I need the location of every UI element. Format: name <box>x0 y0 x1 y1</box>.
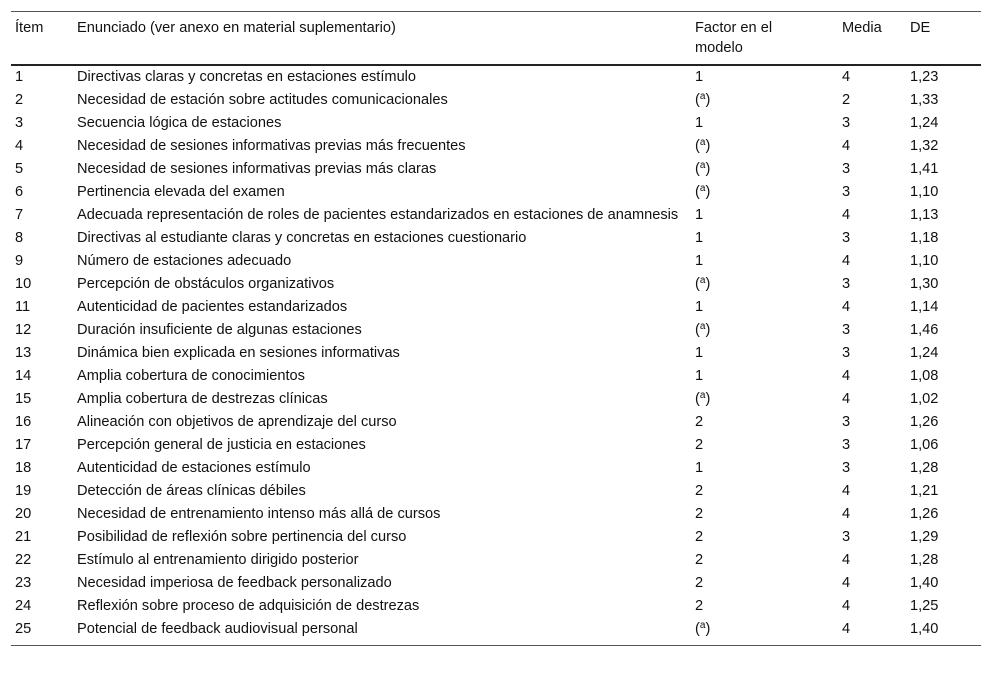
cell-statement: Duración insuficiente de algunas estaciones <box>77 322 362 338</box>
cell-statement: Necesidad de sesiones informativas previas más claras <box>77 161 437 177</box>
cell-factor: 1 <box>695 345 704 361</box>
cell-mean: 4 <box>842 253 851 269</box>
cell-sd: 1,25 <box>910 598 939 614</box>
table-row <box>11 572 981 595</box>
cell-item: 3 <box>15 115 24 131</box>
cell-item: 16 <box>15 414 32 430</box>
cell-sd: 1,28 <box>910 552 939 568</box>
cell-item: 22 <box>15 552 32 568</box>
table-row <box>11 65 981 89</box>
cell-mean: 4 <box>842 207 851 223</box>
cell-item: 6 <box>15 184 24 200</box>
table-row <box>11 250 981 273</box>
cell-factor: ($^a$) <box>695 183 711 200</box>
cell-factor: 2 <box>695 414 704 430</box>
cell-item: 24 <box>15 598 32 614</box>
cell-mean: 4 <box>842 368 851 384</box>
table-body <box>11 65 981 646</box>
table-header <box>11 12 981 66</box>
cell-statement: Necesidad de entrenamiento intenso más allá de cursos <box>77 506 441 522</box>
cell-sd: 1,33 <box>910 92 939 108</box>
cell-statement: Número de estaciones adecuado <box>77 253 292 269</box>
cell-sd: 1,29 <box>910 529 939 545</box>
cell-mean: 4 <box>842 575 851 591</box>
cell-item: 18 <box>15 460 32 476</box>
table-row <box>11 595 981 618</box>
cell-mean: 4 <box>842 138 851 154</box>
cell-mean: 3 <box>842 414 851 430</box>
cell-factor: ($^a$) <box>695 321 711 338</box>
cell-factor: ($^a$) <box>695 137 711 154</box>
cell-item: 11 <box>15 299 31 315</box>
cell-sd: 1,46 <box>910 322 939 338</box>
cell-item: 17 <box>15 437 32 453</box>
cell-factor: 2 <box>695 552 704 568</box>
cell-factor: 1 <box>695 69 704 85</box>
cell-item: 15 <box>15 391 32 407</box>
cell-sd: 1,10 <box>910 184 939 200</box>
cell-mean: 4 <box>842 483 851 499</box>
cell-factor: ($^a$) <box>695 91 711 108</box>
cell-mean: 4 <box>842 69 851 85</box>
cell-factor: 1 <box>695 230 704 246</box>
cell-item: 5 <box>15 161 24 177</box>
cell-statement: Potencial de feedback audiovisual personal <box>77 621 358 637</box>
cell-mean: 3 <box>842 230 851 246</box>
cell-item: 12 <box>15 322 32 338</box>
cell-statement: Amplia cobertura de destrezas clínicas <box>77 391 328 407</box>
table-row <box>11 434 981 457</box>
cell-statement: Amplia cobertura de conocimientos <box>77 368 305 384</box>
cell-factor: 2 <box>695 529 704 545</box>
cell-mean: 3 <box>842 529 851 545</box>
cell-statement: Secuencia lógica de estaciones <box>77 115 282 131</box>
table-row <box>11 181 981 204</box>
cell-item: 10 <box>15 276 32 292</box>
table-row <box>11 365 981 388</box>
cell-factor: ($^a$) <box>695 390 711 407</box>
cell-sd: 1,08 <box>910 368 939 384</box>
cell-statement: Adecuada representación de roles de pacientes estandarizados en estaciones de anamnesis <box>77 207 679 223</box>
table-row <box>11 158 981 181</box>
header-sd: DE <box>910 20 931 36</box>
cell-factor: 2 <box>695 506 704 522</box>
cell-sd: 1,14 <box>910 299 939 315</box>
cell-sd: 1,13 <box>910 207 939 223</box>
table-row <box>11 135 981 158</box>
cell-mean: 3 <box>842 322 851 338</box>
cell-mean: 2 <box>842 92 851 108</box>
cell-item: 19 <box>15 483 32 499</box>
cell-mean: 3 <box>842 184 851 200</box>
table-row <box>11 342 981 365</box>
items-table <box>11 11 981 646</box>
cell-mean: 4 <box>842 621 851 637</box>
cell-item: 4 <box>15 138 24 154</box>
cell-statement: Percepción general de justicia en estaciones <box>77 437 366 453</box>
cell-mean: 4 <box>842 299 851 315</box>
cell-mean: 4 <box>842 506 851 522</box>
cell-mean: 4 <box>842 598 851 614</box>
cell-mean: 3 <box>842 276 851 292</box>
cell-item: 21 <box>15 529 32 545</box>
cell-factor: 2 <box>695 575 704 591</box>
cell-sd: 1,30 <box>910 276 939 292</box>
cell-statement: Reflexión sobre proceso de adquisición de destrezas <box>77 598 420 614</box>
cell-sd: 1,24 <box>910 115 939 131</box>
cell-factor: 1 <box>695 253 704 269</box>
cell-sd: 1,32 <box>910 138 939 154</box>
cell-statement: Posibilidad de reflexión sobre pertinencia del curso <box>77 529 407 545</box>
table-row <box>11 618 981 646</box>
header-item: Ítem <box>15 20 44 36</box>
table-row <box>11 204 981 227</box>
cell-factor: ($^a$) <box>695 160 711 177</box>
table-row <box>11 526 981 549</box>
cell-item: 14 <box>15 368 32 384</box>
cell-statement: Percepción de obstáculos organizativos <box>77 276 335 292</box>
cell-sd: 1,23 <box>910 69 939 85</box>
cell-statement: Autenticidad de pacientes estandarizados <box>77 299 348 315</box>
table-row <box>11 89 981 112</box>
cell-mean: 3 <box>842 161 851 177</box>
table-row <box>11 227 981 250</box>
cell-mean: 4 <box>842 391 851 407</box>
table-row <box>11 296 981 319</box>
table-row <box>11 549 981 572</box>
cell-item: 13 <box>15 345 32 361</box>
cell-statement: Necesidad de sesiones informativas previas más frecuentes <box>77 138 466 154</box>
cell-sd: 1,21 <box>910 483 939 499</box>
data-table-container <box>11 11 981 646</box>
cell-sd: 1,26 <box>910 506 939 522</box>
cell-sd: 1,10 <box>910 253 939 269</box>
cell-factor: 1 <box>695 115 704 131</box>
cell-sd: 1,40 <box>910 621 939 637</box>
cell-factor: 2 <box>695 598 704 614</box>
cell-sd: 1,24 <box>910 345 939 361</box>
cell-mean: 4 <box>842 552 851 568</box>
cell-sd: 1,06 <box>910 437 939 453</box>
cell-statement: Pertinencia elevada del examen <box>77 184 285 200</box>
cell-statement: Detección de áreas clínicas débiles <box>77 483 306 499</box>
cell-sd: 1,18 <box>910 230 939 246</box>
cell-statement: Dinámica bien explicada en sesiones informativas <box>77 345 400 361</box>
table-row <box>11 388 981 411</box>
cell-factor: 2 <box>695 437 704 453</box>
header-row <box>11 12 981 66</box>
cell-sd: 1,26 <box>910 414 939 430</box>
cell-mean: 3 <box>842 460 851 476</box>
cell-statement: Necesidad imperiosa de feedback personalizado <box>77 575 392 591</box>
cell-item: 9 <box>15 253 24 269</box>
table-row <box>11 503 981 526</box>
cell-item: 25 <box>15 621 32 637</box>
cell-factor: 1 <box>695 460 704 476</box>
table-row <box>11 112 981 135</box>
cell-sd: 1,40 <box>910 575 939 591</box>
cell-item: 2 <box>15 92 24 108</box>
table-row <box>11 457 981 480</box>
cell-factor: 2 <box>695 483 704 499</box>
cell-factor: ($^a$) <box>695 620 711 637</box>
cell-item: 20 <box>15 506 32 522</box>
cell-sd: 1,28 <box>910 460 939 476</box>
cell-statement: Autenticidad de estaciones estímulo <box>77 460 311 476</box>
cell-item: 23 <box>15 575 32 591</box>
table-row <box>11 411 981 434</box>
table-row <box>11 480 981 503</box>
table-row <box>11 319 981 342</box>
cell-item: 7 <box>15 207 24 223</box>
cell-factor: 1 <box>695 207 704 223</box>
cell-statement: Directivas claras y concretas en estaciones estímulo <box>77 69 417 85</box>
cell-mean: 3 <box>842 437 851 453</box>
cell-item: 1 <box>15 69 24 85</box>
header-mean: Media <box>842 20 882 36</box>
cell-sd: 1,41 <box>910 161 939 177</box>
cell-factor: 1 <box>695 368 704 384</box>
cell-factor: 1 <box>695 299 704 315</box>
cell-statement: Directivas al estudiante claras y concretas en estaciones cuestionario <box>77 230 527 246</box>
header-factor: Factor en el modelo <box>695 20 773 56</box>
cell-item: 8 <box>15 230 24 246</box>
cell-mean: 3 <box>842 345 851 361</box>
table-row <box>11 273 981 296</box>
cell-statement: Necesidad de estación sobre actitudes comunicacionales <box>77 92 448 108</box>
cell-sd: 1,02 <box>910 391 939 407</box>
cell-statement: Estímulo al entrenamiento dirigido posterior <box>77 552 359 568</box>
cell-statement: Alineación con objetivos de aprendizaje del curso <box>77 414 397 430</box>
header-statement: Enunciado (ver anexo en material suplementario) <box>77 20 396 36</box>
cell-mean: 3 <box>842 115 851 131</box>
cell-factor: ($^a$) <box>695 275 711 292</box>
